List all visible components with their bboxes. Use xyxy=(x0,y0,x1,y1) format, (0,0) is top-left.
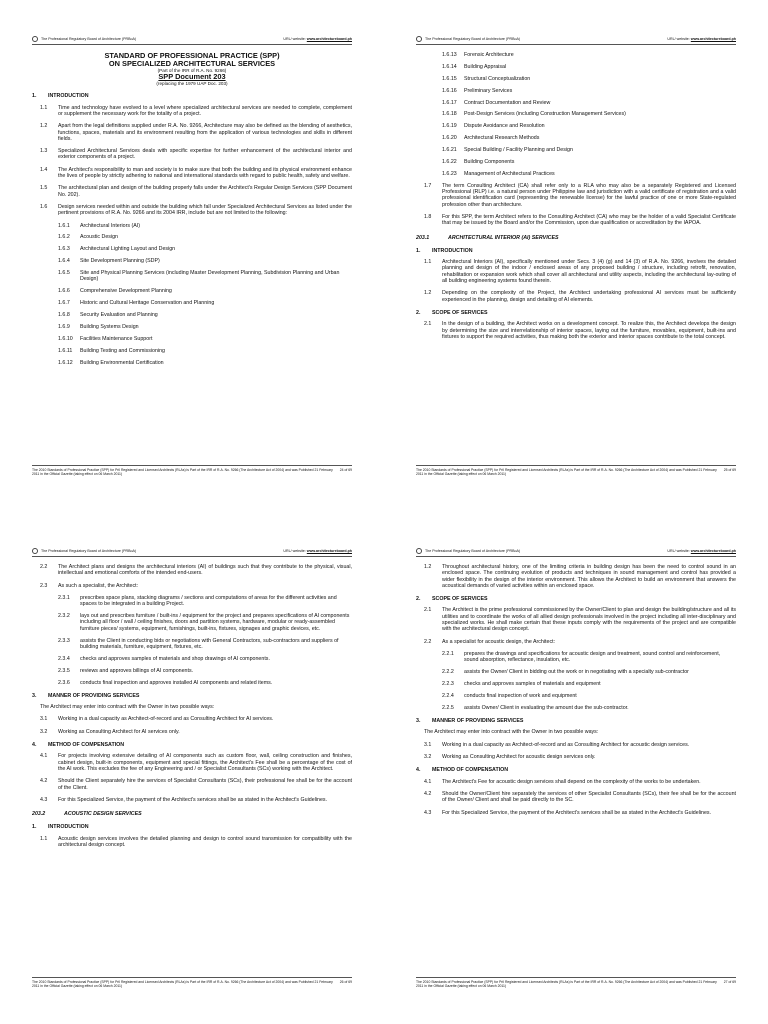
document-irr-note: (Part of the IRR of R.A. No. 9266) xyxy=(157,68,227,73)
clause-text: Working as Consulting Architect for AI services only. xyxy=(58,728,180,735)
clause-text: Architectural Interiors (AI), specifically mentioned under Secs. 3 (4) (g) and 14 (3) of R.A. No. 9266, involves the detailed planning and design of the indoor / enclosed areas of any proposed building / structure, including retrofit, renovation, rehabilitation or expansion work which shall cover all architectural and utility aspects, including the architectural lay-outing of all building engineering systems found therein. xyxy=(442,259,736,285)
clause-number: 2.2 xyxy=(424,638,432,645)
header-board-name: The Professional Regulatory Board of Architecture (PRBoA) xyxy=(41,36,137,41)
clause-text: Building Components xyxy=(464,159,515,166)
clause-number: 2.2.4 xyxy=(442,692,454,699)
clause-number: 2.3.3 xyxy=(58,637,70,644)
clause-text: Architectural Research Methods xyxy=(464,135,540,142)
clause-text: The term Consulting Architect (CA) shall refer only to a RLA who may also be a separately Registered and Licensed Professional (RLP) i.e. a natural person under Philippine law and jurisdiction with a valid certificate of registration and a valid professional identification card (representing the renewable license) for the lawful practice of one or more State-regulated profession other than architecture. xyxy=(442,182,736,208)
clause-number: 4.1 xyxy=(40,753,48,760)
clause-number: 4.3 xyxy=(424,809,432,816)
clause-text: As such a specialist, the Architect: xyxy=(58,582,139,589)
clause-number: 1.6.7 xyxy=(58,300,70,307)
clause-text: Acoustic design services involves the detailed planning and design to control sound transmission for compatibility with the architectural design concept. xyxy=(58,835,352,848)
clause-item xyxy=(416,564,736,589)
clause-number: 1.6.20 xyxy=(442,135,457,142)
clause-number: 3.1 xyxy=(424,741,432,748)
clause-text: Should the Client separately hire the services of Specialist Consultants (SCs), their professional fee shall be for the account of the Client. xyxy=(58,778,352,791)
subclause-item xyxy=(32,638,352,651)
section-heading: 4. METHOD OF COMPENSATION xyxy=(416,767,509,774)
clause-text: conducts final inspection and approves installed AI components and related items. xyxy=(80,679,273,686)
subclause-item xyxy=(416,76,736,82)
clause-text: Time and technology have evolved to a level where specialized architectural services are needed to complete, complement or supplement the necessary work for the totality of a project. xyxy=(58,104,352,117)
page-number: 24 of 69 xyxy=(339,467,352,472)
clause-text: Management of Architectural Practices xyxy=(464,170,555,177)
clause-text: Building Environmental Certification xyxy=(80,359,164,366)
clause-text: Throughout architectural history, one of the limiting criteria in building design has been the need to control sound in an enclosed space. The continuing evolution of products and techniques in sound management and control has provided a wider flexibility in the design of the interior environment. This allows the Architect to build an environment that answers the acoustical demands of varied activities within an enclosed space. xyxy=(442,564,736,589)
section-paragraph: The Architect may enter into contract with the Owner in two possible ways: xyxy=(424,729,599,736)
clause-text: The Architect plans and designs the architectural interiors (AI) of buildings such that they contribute to the physical, visual, intellectual and emotional comforts of the intended end-users. xyxy=(58,564,352,577)
clause-number: 1.6 xyxy=(40,203,48,210)
subclause-item xyxy=(32,258,352,264)
clause-item xyxy=(416,779,736,785)
clause-number: 1.2 xyxy=(40,123,48,130)
clause-item xyxy=(416,214,736,227)
page-header xyxy=(416,548,736,557)
clause-number: 1.6.18 xyxy=(442,111,457,118)
clause-number: 1.6.10 xyxy=(58,335,73,342)
clause-number: 1.3 xyxy=(40,148,48,155)
page-footer xyxy=(416,977,736,988)
clause-number: 2.2 xyxy=(40,564,48,570)
subclause-item xyxy=(416,135,736,141)
header-board-name: The Professional Regulatory Board of Architecture (PRBoA) xyxy=(425,36,521,41)
section-heading: 1. INTRODUCTION xyxy=(32,93,89,100)
clause-text: For this Specialized Service, the payment of the Architect's services shall be as stated in the Architect's Guidelines. xyxy=(442,809,712,816)
clause-text: lays out and prescribes furniture / built-ins / equipment for the project and prepares specifications of AI components including all floor / wall / ceiling finishes, doors and partition systems, hardware, modular or ready-assembled furniture pieces/ systems, equipment, furnishings, built-ins, fixtures, signages and graphic devices, etc. xyxy=(80,613,350,632)
prboa-seal-icon xyxy=(32,548,38,554)
subclause-item xyxy=(416,669,736,675)
section-heading: 3. MANNER OF PROVIDING SERVICES xyxy=(416,718,524,725)
clause-text: The Architect is the prime professional commissioned by the Owner/Client to plan and design the building/structure and all its utilities and to coordinate the works of all allied design professionals involved in the project including all inter-disciplinary and specialized works. He shall make certain that these inputs comply with the requirements of the project and are compatible with the architectural design concept. xyxy=(442,607,736,633)
clause-number: 1.1 xyxy=(424,259,432,266)
clause-number: 1.1 xyxy=(40,835,48,842)
clause-item xyxy=(416,321,736,340)
clause-number: 1.6.19 xyxy=(442,123,457,130)
page-footer xyxy=(32,465,352,476)
clause-text: Architectural Lighting Layout and Design xyxy=(80,246,176,253)
clause-text: prescribes space plans, stacking diagrams / sections and computations of areas for the different activities and spaces to be integrated in a building Project. xyxy=(80,594,337,608)
clause-number: 1.6.22 xyxy=(442,159,457,166)
clause-number: 1.6.16 xyxy=(442,87,457,94)
clause-number: 1.6.4 xyxy=(58,258,70,265)
clause-text: checks and approves samples of materials and equipment xyxy=(464,681,601,688)
clause-number: 2.2.1 xyxy=(442,650,454,657)
clause-number: 1.6.17 xyxy=(442,99,457,106)
subclause-item xyxy=(416,147,736,153)
clause-text: The Architect's responsibility to man and society is to make sure that both the building and its physical environment enhance the lives of people by strictly adhering to national and international standards with regard to public health, safety and welfare. xyxy=(58,166,352,180)
clause-item xyxy=(32,797,352,803)
clause-number: 1.8 xyxy=(424,213,432,220)
clause-text: Contract Documentation and Review xyxy=(464,99,551,106)
document-page xyxy=(32,548,352,988)
clause-text: Working as Consulting Architect for acoustic design services only. xyxy=(442,754,596,761)
clause-text: Acoustic Design xyxy=(80,234,118,241)
clause-text: Forensic Architecture xyxy=(464,52,514,58)
clause-number: 1.7 xyxy=(424,182,432,189)
header-url-link[interactable]: www.architectureboard.ph xyxy=(690,36,736,41)
document-page xyxy=(32,36,352,476)
subclause-item xyxy=(32,312,352,318)
subclause-item xyxy=(416,171,736,177)
section-heading: 1. INTRODUCTION xyxy=(32,824,89,831)
clause-text: Post-Design Services (including Construction Management Services) xyxy=(464,111,626,118)
page-number: 25 of 69 xyxy=(723,467,736,472)
subclause-item xyxy=(32,613,352,632)
page-header xyxy=(416,36,736,45)
clause-item xyxy=(32,564,352,577)
clause-text: assists Owner/ Client in evaluating the amount due the sub-contractor. xyxy=(464,704,629,711)
service-heading: 203.1 ARCHITECTURAL INTERIOR (AI) SERVICES xyxy=(416,234,559,241)
clause-item xyxy=(416,639,736,645)
subclause-item xyxy=(32,595,352,608)
subclause-item xyxy=(32,656,352,662)
subclause-item xyxy=(416,52,736,58)
clause-text: Depending on the complexity of the Project, the Architect undertaking professional AI services must be sufficiently experienced in the planning, design and detailing of AI elements. xyxy=(442,290,736,303)
clause-item xyxy=(416,259,736,284)
clause-number: 1.4 xyxy=(40,166,48,173)
subclause-item xyxy=(416,111,736,117)
section-heading: 4. METHOD OF COMPENSATION xyxy=(32,742,125,749)
header-url-label: URL/ website: xyxy=(283,548,306,553)
clause-text: For this Specialized Service, the payment of the Architect's services shall be as stated in the Architect's Guidelines. xyxy=(58,796,328,803)
clause-item xyxy=(32,185,352,198)
clause-number: 2.3.6 xyxy=(58,679,70,686)
page-number: 27 of 69 xyxy=(723,979,736,984)
prboa-seal-icon xyxy=(416,36,422,42)
clause-text: Facilities Maintenance Support xyxy=(80,335,153,342)
clause-item xyxy=(32,167,352,180)
clause-item xyxy=(416,183,736,208)
clause-item xyxy=(416,754,736,760)
clause-number: 2.1 xyxy=(424,607,432,614)
section-heading: 3. MANNER OF PROVIDING SERVICES xyxy=(32,692,140,699)
clause-text: assists the Owner/ Client in bidding out the work or in negotiating with a specialty sub-contractor xyxy=(464,669,689,676)
clause-item xyxy=(416,607,736,632)
clause-text: For this SPP, the term Architect refers to the Consulting Architect (CA) who may be the holder of a valid Specialist Certificate that may be issued by the Board and/or the Commission, upon due qualification or accreditation by the IAPOA. xyxy=(442,213,736,227)
subclause-item xyxy=(32,300,352,306)
subclause-item xyxy=(32,680,352,686)
clause-text: Dispute Avoidance and Resolution xyxy=(464,123,545,130)
subclause-item xyxy=(32,288,352,294)
document-number: SPP Document 203 xyxy=(158,72,226,82)
subclause-item xyxy=(416,681,736,687)
subclause-item xyxy=(32,348,352,354)
clause-number: 1.6.3 xyxy=(58,246,70,253)
page-number: 26 of 69 xyxy=(339,979,352,984)
clause-item xyxy=(32,753,352,772)
header-url-label: URL/ website: xyxy=(667,36,690,41)
section-heading: 2. SCOPE OF SERVICES xyxy=(416,309,488,316)
subclause-item xyxy=(416,123,736,129)
document-subtitle: ON SPECIALIZED ARCHITECTURAL SERVICES xyxy=(108,59,276,68)
clause-number: 1.6.21 xyxy=(442,147,457,154)
clause-text: prepares the drawings and specifications for acoustic design and treatment, sound control and reinforcement, sound absorption, reflectance, insulation, etc. xyxy=(464,650,721,664)
clause-text: assists the Client in conducting bids or negotiations with General Contractors, sub-contractors and suppliers of building materials, furniture, equipment, fixtures, etc. xyxy=(80,637,339,650)
header-url-label: URL/ website: xyxy=(283,36,306,41)
subclause-item xyxy=(32,668,352,674)
clause-text: Should the Owner/Client hire separately the services of other Specialist Consultants (SCs), their fee shall be for the account of the Owner/ Client and shall be paid directly to the SC. xyxy=(442,790,736,804)
clause-item xyxy=(32,716,352,722)
clause-item xyxy=(32,778,352,791)
clause-text: Building Testing and Commissioning xyxy=(80,347,165,354)
header-url-link[interactable]: www.architectureboard.ph xyxy=(306,548,352,553)
header-url-label: URL/ website: xyxy=(667,548,690,553)
clause-number: 2.3.5 xyxy=(58,667,70,674)
clause-number: 4.1 xyxy=(424,778,432,785)
prboa-seal-icon xyxy=(32,36,38,42)
clause-text: Preliminary Services xyxy=(464,87,513,94)
clause-text: Architectural Interiors (AI) xyxy=(80,222,141,229)
clause-text: Working in a dual capacity as Architect-of-record and as Consulting Architect for AI services. xyxy=(58,716,274,723)
subclause-item xyxy=(32,324,352,330)
clause-text: Site and Physical Planning Services (including Master Development Planning, Subdivision Planning and Urban Design) xyxy=(80,270,340,283)
clause-item xyxy=(32,729,352,735)
header-url-link[interactable]: www.architectureboard.ph xyxy=(306,36,352,41)
page-footer xyxy=(32,977,352,988)
clause-text: The Architect's Fee for acoustic design services shall depend on the complexity of the works to be undertaken. xyxy=(442,778,701,785)
clause-number: 1.6.9 xyxy=(58,323,70,330)
clause-text: Working in a dual capacity as Architect-of-record and as Consulting Architect for acoustic design services. xyxy=(442,741,690,748)
clause-item xyxy=(416,810,736,816)
clause-number: 1.2 xyxy=(424,564,432,570)
subclause-item xyxy=(416,64,736,70)
clause-number: 2.2.5 xyxy=(442,704,454,711)
subclause-item xyxy=(32,336,352,342)
clause-number: 1.6.14 xyxy=(442,63,457,70)
header-board-name: The Professional Regulatory Board of Architecture (PRBoA) xyxy=(41,548,137,553)
clause-number: 2.2.2 xyxy=(442,669,454,676)
clause-number: 1.6.13 xyxy=(442,52,457,58)
clause-number: 3.2 xyxy=(424,754,432,761)
clause-item xyxy=(32,105,352,118)
clause-text: Site Development Planning (SDP) xyxy=(80,258,160,265)
clause-item xyxy=(416,791,736,804)
clause-item xyxy=(32,123,352,142)
footer-text: The 2010 Standards of Professional Practice (SPP) for Pril Registered and Licensed Architects (RLAs) is Part of the IRR of R.A. No. 9266 (The Architecture Act of 2004) and was Published 21 February 2011 in the Official Gazette (taking effect on 06 March 2011) xyxy=(416,979,717,988)
clause-text: conducts final inspection of work and equipment xyxy=(464,692,577,699)
clause-number: 2.3 xyxy=(40,582,48,589)
clause-number: 1.6.23 xyxy=(442,170,457,177)
page-header xyxy=(32,548,352,557)
header-board-name: The Professional Regulatory Board of Architecture (PRBoA) xyxy=(425,548,521,553)
section-paragraph: The Architect may enter into contract with the Owner in two possible ways: xyxy=(40,704,215,711)
clause-number: 4.2 xyxy=(424,790,432,797)
clause-item xyxy=(416,742,736,748)
footer-text: The 2010 Standards of Professional Practice (SPP) for Pril Registered and Licensed Architects (RLAs) is Part of the IRR of R.A. No. 9266 (The Architecture Act of 2004) and was Published 21 February 2011 in the Official Gazette (taking effect on 06 March 2011) xyxy=(416,467,717,476)
clause-item xyxy=(32,148,352,161)
clause-number: 1.6.15 xyxy=(442,75,457,82)
clause-number: 1.6.2 xyxy=(58,234,70,241)
clause-number: 2.3.2 xyxy=(58,613,70,620)
clause-number: 1.6.8 xyxy=(58,312,70,319)
clause-number: 1.2 xyxy=(424,290,432,297)
clause-item xyxy=(32,836,352,849)
clause-text: Building Appraisal xyxy=(464,63,507,70)
document-page xyxy=(416,36,736,476)
subclause-item xyxy=(32,234,352,240)
clause-number: 1.6.1 xyxy=(58,222,70,229)
clause-text: The architectural plan and design of the building properly falls under the Architect's Regular Design Services (SPP Document No. 202). xyxy=(58,185,352,198)
clause-text: Special Building / Facility Planning and Design xyxy=(464,147,573,154)
clause-number: 4.2 xyxy=(40,778,48,785)
header-url-link[interactable]: www.architectureboard.ph xyxy=(690,548,736,553)
clause-text: As a specialist for acoustic design, the Architect: xyxy=(442,638,556,645)
clause-number: 3.2 xyxy=(40,728,48,735)
clause-text: Apart from the legal definitions supplied under R.A. No. 9266, Architecture may also be defined as the blending of aesthetics, functions, spaces, materials and its environment resulting from the application of various technologies and skills in different fields. xyxy=(58,123,352,142)
subclause-item xyxy=(32,246,352,252)
clause-text: Design services needed within and outside the building which fall under Specialized Architectural Services as listed under the pertinent provisions of R.A. No. 9266 and its 2004 IRR, include but are not limited to the following: xyxy=(58,203,352,217)
clause-number: 2.3.4 xyxy=(58,655,70,662)
subclause-item xyxy=(416,705,736,711)
clause-text: Historic and Cultural Heritage Conservation and Planning xyxy=(80,300,215,307)
subclause-item xyxy=(32,223,352,229)
clause-text: Security Evaluation and Planning xyxy=(80,312,158,319)
clause-item xyxy=(32,204,352,217)
clause-text: In the design of a building, the Architect works on a development concept. To realize this, the Architect develops the design by determining the size and interrelationship of interior spaces, laying out the furniture, movables, equipment, built-ins and fixtures to support the required activities, thus making both the exterior and interior spaces contribute to the total concept. xyxy=(442,321,736,340)
subclause-item xyxy=(416,100,736,106)
clause-text: For projects involving extensive detailing of AI components such as custom floor, wall, ceiling construction and finishes, cabinet design, built-in components, equipment and special fittings, the Architect's Fee shall be a percentage of the cost of the AI work. This excludes the fee of any Engineering and / or Specialist Consultants (SCs) working with the Architect. xyxy=(58,753,352,772)
subclause-item xyxy=(416,88,736,94)
clause-item xyxy=(32,583,352,589)
clause-text: Building Systems Design xyxy=(80,323,139,330)
page-header xyxy=(32,36,352,45)
clause-item xyxy=(416,290,736,303)
clause-number: 2.1 xyxy=(424,321,432,328)
section-heading: 1. INTRODUCTION xyxy=(416,247,473,254)
clause-number: 4.3 xyxy=(40,796,48,803)
clause-text: Specialized Architectural Services deals with specific expertise for further enhancement of the architectural interior and exterior components of a project. xyxy=(58,148,352,161)
clause-number: 2.3.1 xyxy=(58,594,70,601)
clause-number: 3.1 xyxy=(40,716,48,723)
clause-text: Structural Conceptualization xyxy=(464,75,531,82)
clause-text: reviews and approves billings of AI components. xyxy=(80,667,194,674)
subclause-item xyxy=(416,159,736,165)
subclause-item xyxy=(416,693,736,699)
clause-text: Comprehensive Development Planning xyxy=(80,288,172,295)
clause-number: 1.6.5 xyxy=(58,270,70,277)
document-title: STANDARD OF PROFESSIONAL PRACTICE (SPP) xyxy=(104,51,280,60)
document-page xyxy=(416,548,736,988)
footer-text: The 2010 Standards of Professional Practice (SPP) for Pril Registered and Licensed Architects (RLAs) is Part of the IRR of R.A. No. 9266 (The Architecture Act of 2004) and was Published 21 February 2011 in the Official Gazette (taking effect on 06 March 2011) xyxy=(32,979,333,988)
subclause-item xyxy=(32,270,352,283)
page-footer xyxy=(416,465,736,476)
clause-number: 2.2.3 xyxy=(442,681,454,688)
document-replacement-note: (replacing the 1979 UAP Doc. 203) xyxy=(156,81,228,87)
clause-text: checks and approves samples of materials and shop drawings of AI components. xyxy=(80,655,270,662)
prboa-seal-icon xyxy=(416,548,422,554)
footer-text: The 2010 Standards of Professional Practice (SPP) for Pril Registered and Licensed Architects (RLAs) is Part of the IRR of R.A. No. 9266 (The Architecture Act of 2004) and was Published 21 February 2011 in the Official Gazette (taking effect on 06 March 2011) xyxy=(32,467,333,476)
clause-number: 1.1 xyxy=(40,104,48,111)
service-heading: 203.2 ACOUSTIC DESIGN SERVICES xyxy=(32,811,142,818)
subclause-item xyxy=(32,360,352,366)
clause-number: 1.6.6 xyxy=(58,288,70,295)
section-heading: 2. SCOPE OF SERVICES xyxy=(416,596,488,603)
clause-number: 1.6.12 xyxy=(58,359,73,366)
subclause-item xyxy=(416,651,736,664)
clause-number: 1.6.11 xyxy=(58,347,73,354)
clause-number: 1.5 xyxy=(40,185,48,192)
